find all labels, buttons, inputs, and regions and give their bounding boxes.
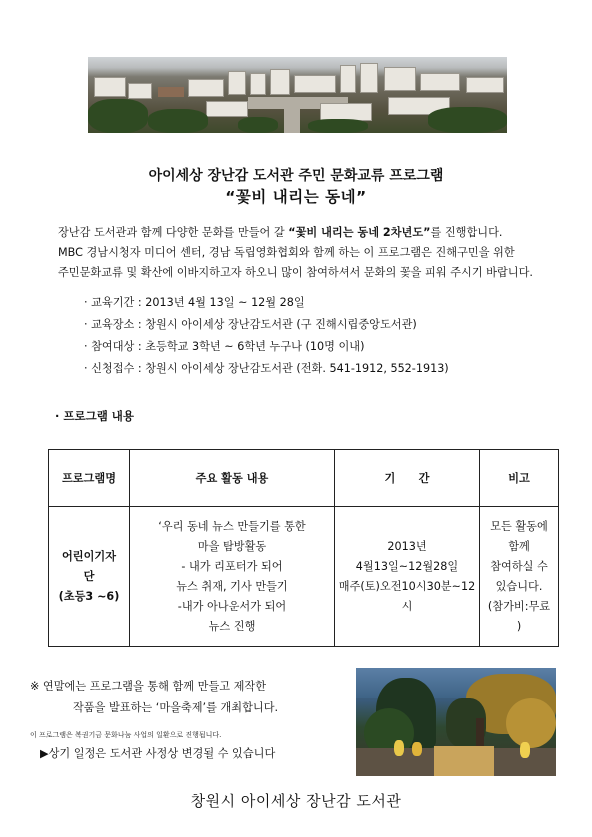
header-program-name: 프로그램명	[49, 450, 130, 507]
info-target: · 참여대상 : 초등학교 3학년 ~ 6학년 누구나 (10명 이내)	[84, 340, 365, 353]
program-subtitle: “꽃비 내리는 동네”	[225, 188, 367, 206]
info-registration: · 신청접수 : 창원시 아이세상 장난감도서관 (전화. 541-1912, 552-1913)	[84, 362, 449, 375]
library-garden-photo	[356, 668, 556, 776]
section-title: · 프로그램 내용	[55, 409, 135, 423]
program-info-list	[84, 292, 524, 380]
festival-note	[30, 676, 330, 718]
intro-text: 장난감 도서관과 함께 다양한 문화를 만들어 갈	[58, 226, 289, 239]
intro-text: 주민문화교류 및 확산에 이바지하고자 하오니 많이 참여하셔서 문화의 꽃을 피워 주시기 바랍니다.	[58, 266, 533, 279]
info-period: · 교육기간 : 2013년 4월 13일 ~ 12월 28일	[84, 296, 305, 309]
festival-note-line: ※ 연말에는 프로그램을 통해 함께 만들고 제작한	[30, 680, 267, 693]
aerial-town-photo	[88, 57, 507, 133]
cell-program-name: 어린이기자 단 (초등3 ~6)	[49, 507, 130, 647]
table-row	[49, 507, 559, 647]
intro-paragraph	[58, 223, 578, 283]
schedule-change-note: ▶상기 일정은 도서관 사정상 변경될 수 있습니다	[40, 747, 276, 760]
cell-activity: ‘우리 동네 뉴스 만들기를 통한 마을 탐방활동 - 내가 리포터가 되어 뉴스 취재, 기사 만들기 -내가 아나운서가 되어 뉴스 진행	[130, 507, 335, 647]
cell-period: 2013년 4월13일~12월28일 매주(토)오전10시30분~12 시	[335, 507, 480, 647]
intro-text: MBC 경남시청자 미디어 센터, 경남 독립영화협회와 함께 하는 이 프로그램은 진해구민을 위한	[58, 246, 515, 259]
lottery-fund-note: 이 프로그램은 복권기금 문화나눔 사업의 일환으로 진행됩니다.	[30, 731, 222, 739]
info-location: · 교육장소 : 창원시 아이세상 장난감도서관 (구 진해시립중앙도서관)	[84, 318, 417, 331]
table-header-row	[49, 450, 559, 507]
program-table	[48, 449, 559, 647]
cell-note: 모든 활동에 함께 참여하실 수 있습니다. (참가비:무료 )	[480, 507, 559, 647]
library-name: 창원시 아이세상 장난감 도서관	[190, 792, 402, 810]
header-period: 기 간	[335, 450, 480, 507]
header-note: 비고	[480, 450, 559, 507]
festival-note-line: 작품을 발표하는 ‘마을축제’를 개최합니다.	[73, 701, 279, 714]
program-title: 아이세상 장난감 도서관 주민 문화교류 프로그램	[148, 168, 444, 184]
intro-highlight: “꽃비 내리는 동네 2차년도”	[288, 226, 431, 239]
header-activity: 주요 활동 내용	[130, 450, 335, 507]
intro-text: 를 진행합니다.	[430, 226, 503, 239]
